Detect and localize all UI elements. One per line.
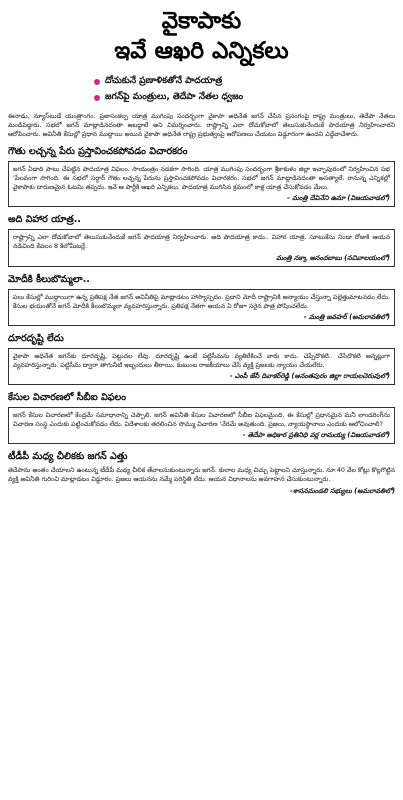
section-body: వైకాపా అధినేత జగన్‌కు దూరదృష్టి, పట్టుదల లేవు. దూరదృష్టి ఉంటే పట్టిసీమను వ్యతిరేకించే వారు కాదు. చెప్పేదొకటి.. చేసేదొకటి అన్నట్లుగా వ్యవహరిస్తున్నారు. పట్టిసీమ ద్వారా తాగునీటి ఇబ్బందులు తీరాయి. కుటుంబ రాజకీయాలు చేసే వ్యక్తి ప్రజలకు న్యాయం చేయలేరు. bbox=[13, 352, 390, 369]
section-attribution: - ఎంపీ జేసీ దివాకర్‌రెడ్డి (అనంతపురం జిల్లా రాయలచెరువులో) bbox=[229, 372, 390, 380]
intro-paragraph: ఈనాడు, న్యూస్‌టుడే యంత్రాంగం: ప్రజాసంకల్ప యాత్ర ముగింపు సందర్భంగా వైకాపా అధినేత జగన్ చేసిన ప్రసంగంపై రాష్ట్ర మంత్రులు, తెదేపా నేతలు మండిపడ్డారు. సభలో జగన్ మాట్లాడినదంతా అబద్ధాలే అని విమర్శించారు. రాష్ట్రాన్ని ఎలా దోచుకోవాలో తెలుసుకునేందుకే పాదయాత్ర నిర్వహించారని ఆరోపించారు. అవినీతి కేసుల్లో ప్రధాన ముద్దాయి అయిన వైకాపా అధినేత రాష్ట్ర ప్రభుత్వంపై ఆరోపణలు చేయటం విడ్డూరంగా ఉందని ఎద్దేవాచేశారు. bbox=[8, 112, 395, 138]
section-attribution: - మంత్రి దేవినేని ఉమా (విజయవాడలో) bbox=[287, 194, 390, 203]
bullet-dot-icon bbox=[94, 95, 100, 101]
section-1 bbox=[8, 146, 395, 207]
bullet-item bbox=[94, 76, 395, 88]
section-attribution: - మంత్రి జవహర్ (అమరావతిలో) bbox=[303, 312, 390, 321]
quote-box bbox=[8, 289, 395, 326]
section-attribution: - తెదేపా అధికార ప్రతినిధి వర్ల రామయ్య (విజయవాడలో) bbox=[242, 431, 390, 440]
bullet-text: జగన్‌పై మంత్రులు, తెదేపా నేతల ధ్వజం bbox=[105, 91, 244, 102]
quote-box bbox=[8, 407, 395, 444]
bullet-text: దోచుకునే ప్రణాళికతోనే పాదయాత్ర bbox=[105, 75, 223, 86]
section-title: టీడీపీ మధ్య చీలికకు జగన్ ఎత్తు bbox=[8, 451, 128, 463]
headline bbox=[8, 8, 395, 64]
quote-box bbox=[8, 161, 395, 207]
section-6 bbox=[8, 451, 395, 496]
section-attribution: మంత్రి నక్కా ఆనందబాబు (సచివాలయంలో) bbox=[276, 253, 390, 262]
quote-box bbox=[8, 348, 395, 385]
section-4 bbox=[8, 333, 395, 385]
quote-box bbox=[8, 229, 395, 266]
section-5 bbox=[8, 392, 395, 444]
bullet-list bbox=[94, 76, 395, 104]
section-3 bbox=[8, 274, 395, 326]
section-title: మోదీకి కీలుబొమ్మలా.. bbox=[8, 273, 90, 285]
section-2 bbox=[8, 214, 395, 266]
headline-line-2: ఇవే ఆఖరి ఎన్నికలు bbox=[114, 36, 289, 64]
section-attribution: -శాసనమండలి సభ్యులు (అమరావతిలో) bbox=[290, 486, 395, 495]
section-body: జగన్ కేసుల విచారణలో కేంద్రమే సమాధానాన్ని చెప్పాలి. జగన్ అవినీతి కేసుల విచారణలో సీబీఐ విఫలమైంది. ఈ కేసుల్లో ప్రధానమైన మనీ లాండరింగ్‌ను విచారణ సంస్థ ఎందుకు పట్టించుకోవడం లేదు. విదేశాలకు తరలించిన సొమ్ము విచారణ 'నేరమే అవుతుంది. ప్రజలు, న్యాయస్థానాలు ఎందుకు ఆలోచించాలి? bbox=[13, 412, 390, 429]
headline-line-1: వైకాపాకు bbox=[161, 7, 242, 34]
section-title: గౌతు లచ్చన్న పేరు ప్రస్తావించకపోవడం విచారకరం bbox=[8, 145, 188, 157]
section-title: కేసుల విచారణలో సీబీఐ విఫలం bbox=[8, 392, 127, 403]
bullet-item bbox=[94, 92, 395, 104]
section-body: పలు కేసుల్లో ముద్దాయిగా ఉన్న ప్రతిపక్ష నేత జగన్ అవినీతిపై మాట్లాడటం హాస్యాస్పదం. ప్రధాని మోదీ రాష్ట్రానికి అన్యాయం చేస్తున్నా పల్లెత్తుమాటనడం లేదు. కేసుల భయంతోనే జగన్ మోదీకి కీలుబొమ్మలా వ్యవహరిస్తున్నారు. ప్రతిపక్ష నేతగా ఆయన ఏ రోజూ సరైన పాత్ర పోషించలేదు. bbox=[13, 293, 390, 310]
bullet-dot-icon bbox=[94, 79, 100, 85]
section-body: జగన్ ఏడాది పాటు చేపట్టిన పాదయాత్ర విఫలం. సాయంత్రం నడకగా సాగింది. యాత్ర ముగింపు సందర్భంగా శ్రీకాకుళం జిల్లా ఇచ్ఛాపురంలో నిర్వహించిన సభ 'పేలవంగా సాగింది. ఈ సభలో సర్దార్ గౌతు లచ్చన్న పేరును ప్రస్తావించకపోవడం విచారకరం. సభలో జగన్ మాట్లాడినదంతా అసత్యాలే. రానున్న ఎన్నికల్లో వైకాపాకు దారుణమైన ఓటమి తప్పదు. ఇవే ఆ పార్టీకి ఆఖరి ఎన్నికలు. పాదయాత్ర ముగిసిన క్రమంలో కాళ్ల యాత్ర చేసుకోవడం మేలు. bbox=[13, 165, 390, 192]
section-title: అది విహార యాత్ర.. bbox=[8, 214, 81, 226]
section-body: తెదేపాను అంతం చేయాలని ఉంటున్న టీడీపీ మధ్య చీలిక తేవాలనుకుంటున్నారు జగన్. కులాల మధ్య చిచ్చు పెట్టాలని చూస్తున్నారు. నూ.40 వేల కోట్లు కొల్లగొట్టిన వ్యక్తి అవినీతి గురించి మాట్లాడటం విడ్డూరం. ప్రజలు ఆయనను నమ్మే పరిస్థితి లేదు. ఆయన విధానాలను అవగాహన చేసుకుంటున్నారు. bbox=[8, 467, 395, 484]
section-title: దూరదృష్టి లేదు bbox=[8, 332, 64, 344]
section-body: రాష్ట్రాన్ని ఎలా దోచుకోవాలో తెలుసుకునేందుకే జగన్ పాదయాత్ర నిర్వహించారు. అది పాదయాత్ర కాదు.. విహార యాత్ర. సూటుకేసు నిండా రోజుకి ఆయన నడిచింది కేవలం 8 కిలోమీటర్లే. bbox=[13, 234, 390, 251]
